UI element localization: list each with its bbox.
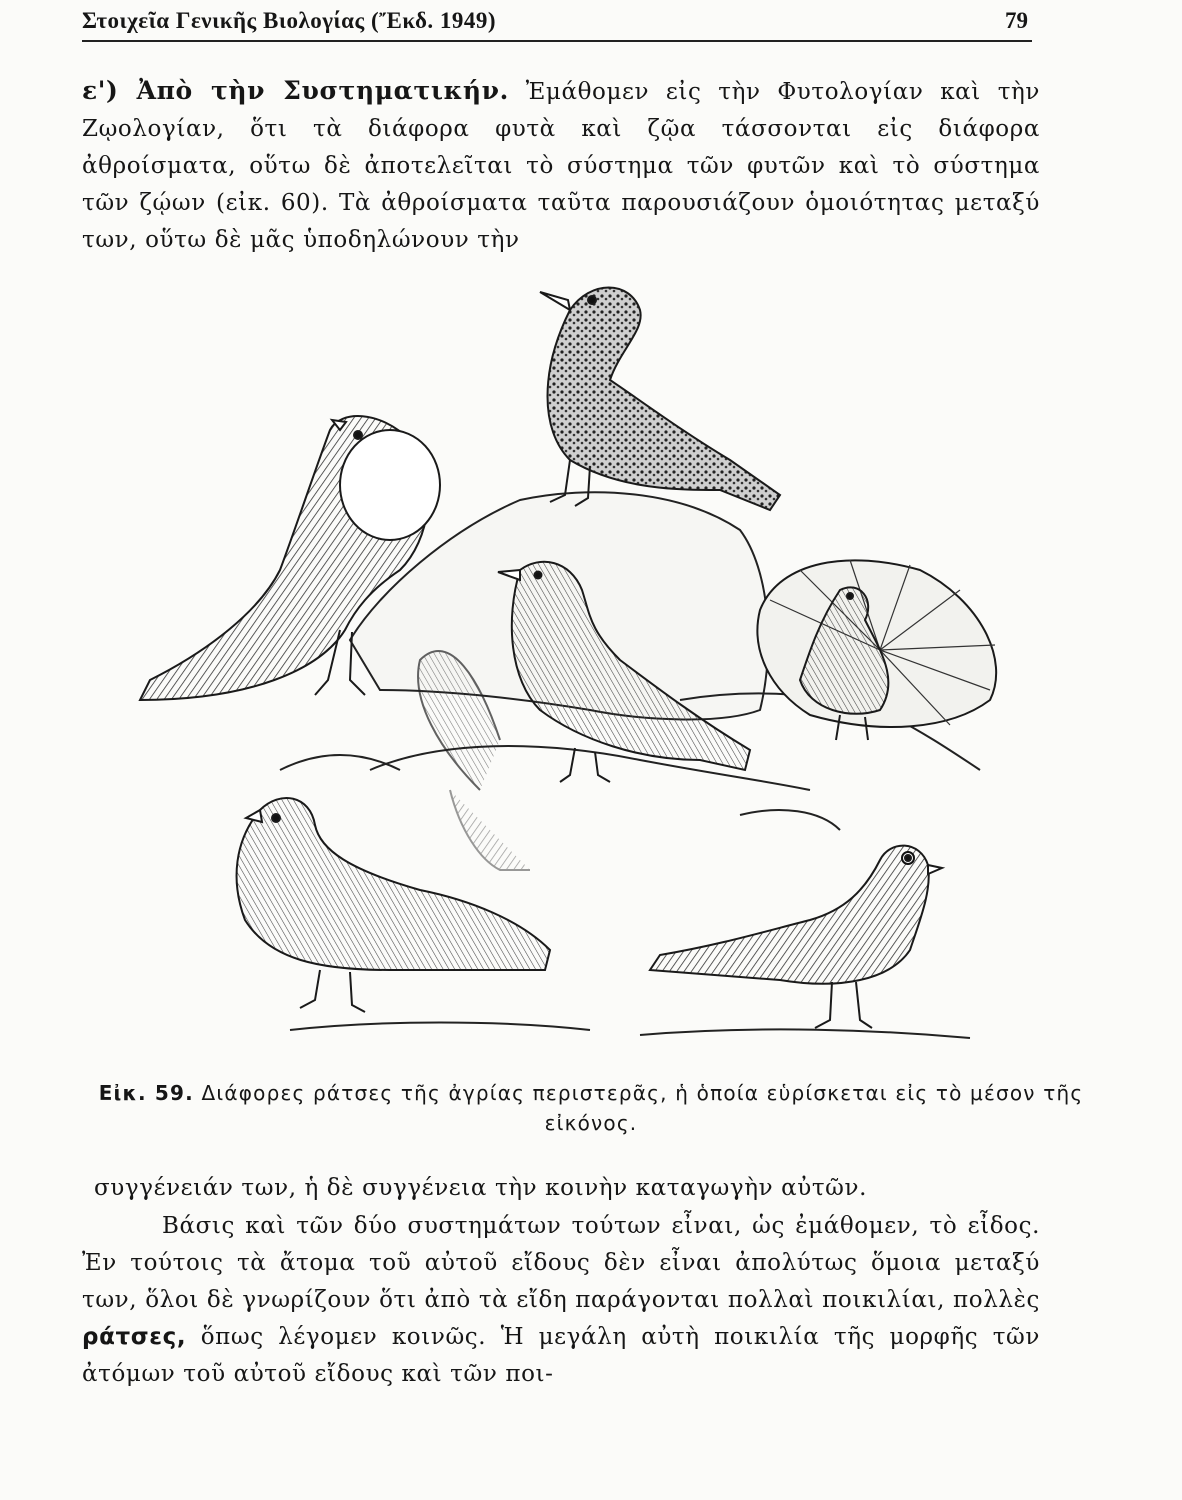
- running-title: Στοιχεῖα Γενικῆς Βιολογίας (Ἔκδ. 1949): [82, 8, 497, 33]
- page-number: 79: [1005, 8, 1028, 33]
- section-heading: ε') Ἀπὸ τὴν Συστηματικήν.: [82, 76, 509, 105]
- section-paragraph: [82, 72, 1040, 272]
- body-paragraph: [82, 1208, 1040, 1408]
- caption-label: Εἰκ. 59.: [98, 1081, 194, 1105]
- paragraph-text-start: Βάσις καὶ τῶν δύο συστημάτων τούτων εἶναι, ὡς ἐμάθομεν, τὸ εἶδος. Ἐν τούτοις τὰ ἄτομα τοῦ αὐτοῦ εἴδους δὲν εἶναι ἀπολύτως ὅμοια μεταξύ των, ὅλοι δὲ γνωρίζουν ὅτι ἀπὸ τὰ εἴδη παράγονται πολλαὶ ποικιλίαι, πολλὲς: [82, 1213, 1040, 1313]
- emphasis-term: ράτσες,: [82, 1324, 187, 1350]
- figure-caption: [80, 1078, 1102, 1138]
- paragraph-text-end: ὅπως λέγομεν κοινῶς. Ἡ μεγάλη αὐτὴ ποικιλία τῆς μορφῆς τῶν ἀτόμων τοῦ αὐτοῦ εἴδους καὶ τῶν ποι-: [82, 1324, 1040, 1387]
- continuation-line: συγγένειάν των, ἡ δὲ συγγένεια τὴν κοινὴν καταγωγὴν αὐτῶν.: [94, 1175, 868, 1201]
- bird-right-fantail: [757, 560, 996, 740]
- pigeon-illustration: [120, 270, 1040, 1070]
- pigeon-drawing: [120, 270, 1040, 1070]
- section-body: Ἐμάθομεν εἰς τὴν Φυτολογίαν καὶ τὴν Ζῳολογίαν, ὅτι τὰ διάφορα φυτὰ καὶ ζῷα τάσσονται εἰς διάφορα ἀθροίσματα, οὕτω δὲ ἀποτελεῖται τὸ σύστημα τῶν φυτῶν καὶ τὸ σύστημα τῶν ζῴων (εἰκ. 60). Τὰ ἀθροίσματα ταῦτα παρουσιάζουν ὁμοιότητας μεταξύ των, οὕτω δὲ μᾶς ὑποδηλώνουν τὴν: [82, 79, 1040, 253]
- bird-bottom-right: [650, 846, 942, 1028]
- caption-text: Διάφορες ράτσες τῆς ἀγρίας περιστερᾶς, ἡ ὁποία εὑρίσκεται εἰς τὸ μέσον τῆς εἰκόνος.: [201, 1081, 1084, 1135]
- bird-top: [540, 288, 780, 511]
- page-header: [82, 4, 1032, 42]
- bird-bottom-left: [237, 798, 550, 1012]
